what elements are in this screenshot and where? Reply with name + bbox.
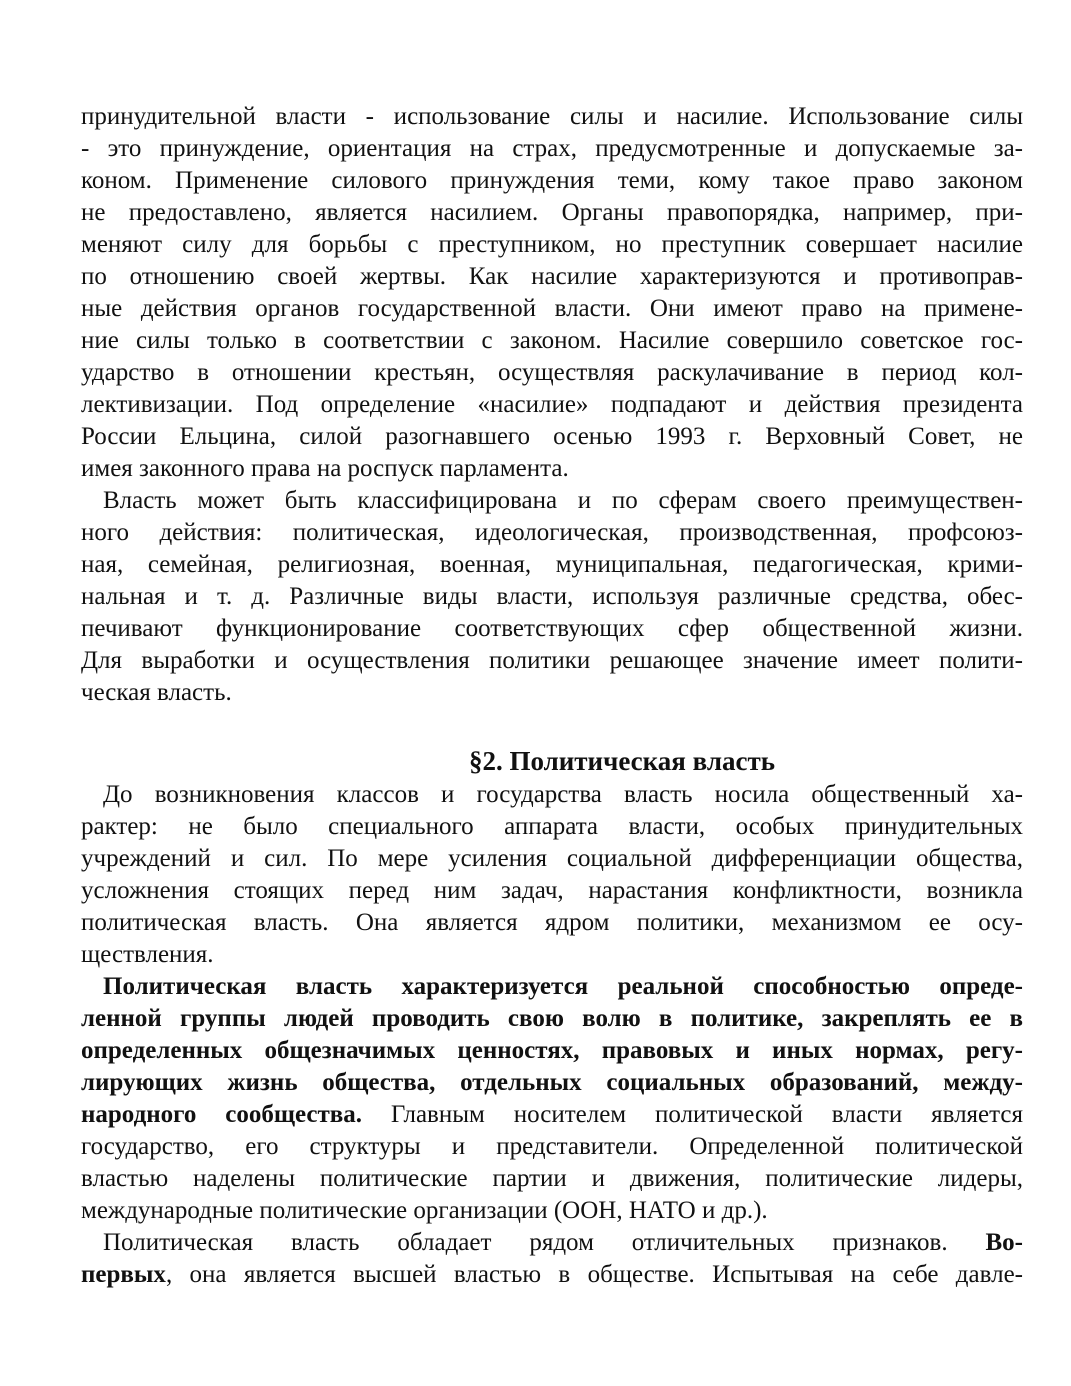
text-line: властью наделены политические партии и движения, политические лидеры, bbox=[81, 1165, 1023, 1192]
text-line: коном. Применение силового принуждения теми, кому такое право законом bbox=[81, 167, 1023, 194]
text-line: по отношению своей жертвы. Как насилие характеризуются и противоправ- bbox=[81, 263, 1023, 290]
text-line: ударство в отношении крестьян, осуществляя раскулачивание в период кол- bbox=[81, 359, 1023, 386]
text-line: принудительной власти - использование силы и насилие. Использование силы bbox=[81, 103, 1023, 130]
text-line: учреждений и сил. По мере усиления социальной дифференциации общества, bbox=[81, 845, 1023, 872]
mixed-text-line bbox=[81, 1099, 1023, 1131]
definition-text: ленной группы людей проводить свою волю в политике, закреплять ее в bbox=[81, 1005, 1023, 1032]
definition-text: определенных общезначимых ценностях, правовых и иных нормах, регу- bbox=[81, 1037, 1023, 1064]
text-line: ная, семейная, религиозная, военная, муниципальная, педагогическая, крими- bbox=[81, 551, 1023, 578]
paragraph-classification bbox=[81, 485, 1023, 709]
bold-text-line bbox=[81, 1003, 1023, 1035]
text-line: Власть может быть классифицирована и по сферам своего преимуществен- bbox=[103, 487, 1023, 514]
text-line: имея законного права на роспуск парламента. bbox=[81, 455, 569, 482]
text-line: международные политические организации (ООН, НАТО и др.). bbox=[81, 1197, 768, 1224]
text-line: ные действия органов государственной власти. Они имеют право на примене- bbox=[81, 295, 1023, 322]
bold-text-line bbox=[81, 971, 1023, 1003]
document-page bbox=[81, 101, 1023, 1291]
paragraph-origin bbox=[81, 779, 1023, 971]
bold-text-line bbox=[81, 1067, 1023, 1099]
paragraph-coercion bbox=[81, 101, 1023, 485]
paragraph-features bbox=[81, 1227, 1023, 1291]
text-line: ществления. bbox=[81, 941, 214, 968]
section-heading: §2. Политическая власть bbox=[468, 746, 776, 776]
mixed-text-line bbox=[81, 1227, 1023, 1259]
paragraph-definition bbox=[81, 971, 1023, 1227]
emphasis-text: первых bbox=[81, 1261, 166, 1288]
text-line: не предоставлено, является насилием. Органы правопорядка, например, при- bbox=[81, 199, 1023, 226]
text-line: лективизации. Под определение «насилие» подпадают и действия президента bbox=[81, 391, 1023, 418]
text-line: Для выработки и осуществления политики решающее значение имеет полити- bbox=[81, 647, 1023, 674]
text-line: ние силы только в соответствии с законом. Насилие совершило советское гос- bbox=[81, 327, 1023, 354]
text-line: рактер: не было специального аппарата власти, особых принудительных bbox=[81, 813, 1023, 840]
text-line: печивают функционирование соответствующих сфер общественной жизни. bbox=[81, 615, 1023, 642]
text-line: меняют силу для борьбы с преступником, но преступник совершает насилие bbox=[81, 231, 1023, 258]
text-line: ного действия: политическая, идеологическая, производственная, профсоюз- bbox=[81, 519, 1023, 546]
text-line: - это принуждение, ориентация на страх, предусмотренные и допускаемые за- bbox=[81, 135, 1023, 162]
definition-text: лирующих жизнь общества, отдельных социальных образований, между- bbox=[81, 1069, 1023, 1096]
text-line: До возникновения классов и государства власть носила общественный ха- bbox=[103, 781, 1023, 808]
text-line: государство, его структуры и представители. Определенной политической bbox=[81, 1133, 1023, 1160]
body-text: , она является высшей властью в обществе. Испытывая на себе давле- bbox=[165, 1261, 1023, 1288]
body-text: Политическая власть обладает рядом отличительных признаков. bbox=[103, 1229, 986, 1256]
text-line: нальная и т. д. Различные виды власти, используя различные средства, обес- bbox=[81, 583, 1023, 610]
body-text: Главным носителем политической власти является bbox=[362, 1101, 1023, 1128]
definition-text: Политическая власть характеризуется реальной способностью опреде- bbox=[103, 973, 1023, 1000]
text-line: политическая власть. Она является ядром политики, механизмом ее осу- bbox=[81, 909, 1023, 936]
text-line: усложнения стоящих перед ним задач, нарастания конфликтности, возникла bbox=[81, 877, 1023, 904]
bold-text-line bbox=[81, 1035, 1023, 1067]
text-line: ческая власть. bbox=[81, 679, 232, 706]
text-line: России Ельцина, силой разогнавшего осенью 1993 г. Верховный Совет, не bbox=[81, 423, 1023, 450]
mixed-text-line bbox=[81, 1259, 1023, 1291]
definition-text: народного сообщества. bbox=[81, 1101, 362, 1128]
emphasis-text: Во- bbox=[985, 1229, 1023, 1256]
